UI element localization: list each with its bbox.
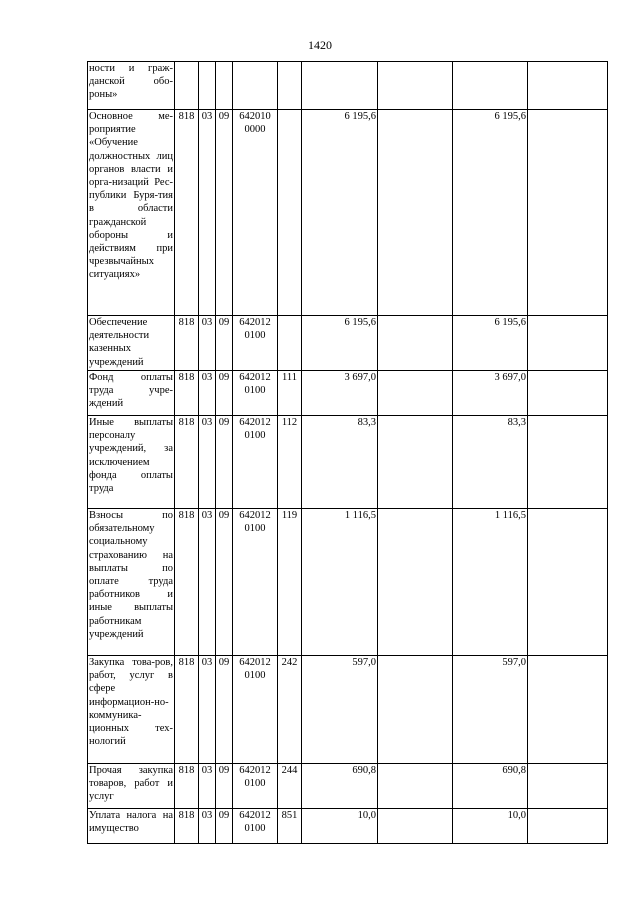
- row-gr-text: 818: [178, 510, 195, 521]
- row-sum1-cell: [302, 416, 378, 509]
- row-vr-cell: [278, 62, 302, 110]
- row-sum1-text: 3 697,0: [344, 372, 376, 383]
- row-col10-cell: [528, 509, 608, 656]
- row-vr-cell: [278, 110, 302, 316]
- row-vr-text: 851: [281, 810, 298, 821]
- row-csr-text: 642012 0100: [239, 417, 271, 442]
- row-sum2-cell: [453, 62, 528, 110]
- row-pr-cell: [216, 110, 233, 316]
- row-rz-cell: [199, 371, 216, 416]
- row-gr-text: 818: [178, 372, 195, 383]
- row-pr-cell: [216, 62, 233, 110]
- row-csr-text: 642012 0100: [239, 765, 271, 790]
- row-csr-cell: [233, 316, 278, 371]
- row-sum1-cell: [302, 809, 378, 844]
- row-rz-cell: [199, 62, 216, 110]
- row-name-text: Уплата налога на имущество: [89, 810, 173, 835]
- row-col10-cell: [528, 316, 608, 371]
- row-vr-cell: [278, 371, 302, 416]
- row-sum1-text: 690,8: [352, 765, 376, 776]
- row-vr-text: 119: [281, 510, 298, 521]
- row-name-text: Обеспечение деятельности казенных учреждений: [89, 317, 150, 368]
- row-pr-cell: [216, 316, 233, 371]
- row-pr-cell: [216, 656, 233, 764]
- row-vr-text: 244: [281, 765, 298, 776]
- row-col10-cell: [528, 764, 608, 809]
- row-csr-text: 642012 0100: [239, 510, 271, 535]
- row-col10-cell: [528, 62, 608, 110]
- row-gr-text: 818: [178, 810, 195, 821]
- row-col8-cell: [378, 110, 453, 316]
- row-sum2-cell: [453, 371, 528, 416]
- row-csr-text: 642012 0100: [239, 657, 271, 682]
- row-rz-text: 03: [201, 657, 213, 668]
- row-gr-cell: [175, 110, 199, 316]
- row-sum2-cell: [453, 316, 528, 371]
- row-name-cell: [88, 509, 175, 656]
- row-sum2-cell: [453, 509, 528, 656]
- row-vr-text: 112: [281, 417, 298, 428]
- row-sum2-text: 6 195,6: [494, 111, 526, 122]
- row-name-cell: [88, 656, 175, 764]
- row-rz-cell: [199, 316, 216, 371]
- row-name-text: Прочая закупка товаров, работ и услуг: [89, 765, 173, 803]
- row-sum1-cell: [302, 371, 378, 416]
- row-csr-cell: [233, 509, 278, 656]
- row-rz-cell: [199, 809, 216, 844]
- row-csr-cell: [233, 764, 278, 809]
- row-rz-text: 03: [201, 765, 213, 776]
- row-name-text: Иные выплаты персоналу учреждений, за исключением фонда оплаты труда: [89, 417, 173, 495]
- row-sum2-cell: [453, 656, 528, 764]
- row-vr-cell: [278, 809, 302, 844]
- row-col10-cell: [528, 371, 608, 416]
- row-vr-cell: [278, 316, 302, 371]
- row-vr-text: 242: [281, 657, 298, 668]
- row-gr-cell: [175, 416, 199, 509]
- row-name-cell: [88, 371, 175, 416]
- row-csr-text: 642012 0100: [239, 317, 271, 342]
- row-name-cell: [88, 764, 175, 809]
- row-sum1-text: 6 195,6: [344, 111, 376, 122]
- row-pr-text: 09: [218, 111, 230, 122]
- row-name-cell: [88, 416, 175, 509]
- row-name-cell: [88, 809, 175, 844]
- row-sum1-cell: [302, 110, 378, 316]
- table-row: [88, 416, 608, 509]
- page-number: 1420: [308, 38, 332, 52]
- row-vr-cell: [278, 416, 302, 509]
- table-row: [88, 316, 608, 371]
- row-sum2-text: 83,3: [507, 417, 526, 428]
- row-sum1-text: 1 116,5: [344, 510, 376, 521]
- row-gr-cell: [175, 316, 199, 371]
- row-gr-cell: [175, 62, 199, 110]
- row-rz-cell: [199, 656, 216, 764]
- row-col8-cell: [378, 764, 453, 809]
- row-col8-cell: [378, 62, 453, 110]
- row-gr-cell: [175, 656, 199, 764]
- row-sum1-cell: [302, 509, 378, 656]
- row-csr-cell: [233, 809, 278, 844]
- row-pr-cell: [216, 509, 233, 656]
- row-rz-text: 03: [201, 510, 213, 521]
- row-pr-text: 09: [218, 417, 230, 428]
- row-csr-cell: [233, 656, 278, 764]
- row-sum2-cell: [453, 764, 528, 809]
- row-sum2-text: 597,0: [502, 657, 526, 668]
- row-pr-text: 09: [218, 810, 230, 821]
- row-col10-cell: [528, 416, 608, 509]
- row-rz-text: 03: [201, 111, 213, 122]
- row-csr-cell: [233, 371, 278, 416]
- row-name-cell: [88, 62, 175, 110]
- table-row: [88, 764, 608, 809]
- table-row: [88, 509, 608, 656]
- row-sum1-cell: [302, 62, 378, 110]
- row-pr-text: 09: [218, 510, 230, 521]
- row-sum1-cell: [302, 656, 378, 764]
- table-row: [88, 656, 608, 764]
- row-name-text: Закупка това-ров, работ, услуг в сфере информацион-но-коммуника-ционных тех-нологий: [89, 657, 173, 748]
- row-pr-text: 09: [218, 765, 230, 776]
- row-col8-cell: [378, 371, 453, 416]
- row-rz-cell: [199, 110, 216, 316]
- table-row: [88, 809, 608, 844]
- row-sum1-cell: [302, 764, 378, 809]
- row-rz-cell: [199, 509, 216, 656]
- row-col8-cell: [378, 416, 453, 509]
- row-sum2-text: 3 697,0: [494, 372, 526, 383]
- row-csr-cell: [233, 62, 278, 110]
- row-csr-text: 642010 0000: [239, 111, 271, 136]
- row-sum2-cell: [453, 416, 528, 509]
- row-rz-text: 03: [201, 317, 213, 328]
- row-gr-cell: [175, 509, 199, 656]
- row-sum1-text: 6 195,6: [344, 317, 376, 328]
- row-col8-cell: [378, 316, 453, 371]
- budget-table: [87, 61, 608, 844]
- budget-table-body: [88, 62, 608, 844]
- row-pr-cell: [216, 764, 233, 809]
- row-pr-cell: [216, 416, 233, 509]
- row-vr-cell: [278, 656, 302, 764]
- row-rz-cell: [199, 764, 216, 809]
- row-col10-cell: [528, 656, 608, 764]
- row-vr-cell: [278, 764, 302, 809]
- row-col8-cell: [378, 509, 453, 656]
- row-csr-cell: [233, 110, 278, 316]
- row-rz-cell: [199, 416, 216, 509]
- row-gr-text: 818: [178, 317, 195, 328]
- row-gr-cell: [175, 764, 199, 809]
- row-name-text: Основное ме-роприятие «Обучение должностных лиц органов власти и орга-низаций Рес-публики Буря-тия в области гражданской обороны и действиям при чрезвычайных ситуациях»: [89, 111, 173, 281]
- row-pr-text: 09: [218, 372, 230, 383]
- row-rz-text: 03: [201, 810, 213, 821]
- row-sum2-text: 690,8: [502, 765, 526, 776]
- row-gr-text: 818: [178, 111, 195, 122]
- row-pr-cell: [216, 809, 233, 844]
- row-sum1-text: 10,0: [357, 810, 376, 821]
- row-sum2-text: 10,0: [507, 810, 526, 821]
- row-name-cell: [88, 316, 175, 371]
- row-sum2-cell: [453, 809, 528, 844]
- row-sum2-text: 1 116,5: [494, 510, 526, 521]
- row-sum1-text: 597,0: [352, 657, 376, 668]
- row-sum1-cell: [302, 316, 378, 371]
- row-gr-text: 818: [178, 657, 195, 668]
- row-gr-text: 818: [178, 417, 195, 428]
- row-name-cell: [88, 110, 175, 316]
- table-row: [88, 110, 608, 316]
- row-gr-cell: [175, 371, 199, 416]
- row-sum2-cell: [453, 110, 528, 316]
- row-rz-text: 03: [201, 372, 213, 383]
- row-gr-text: 818: [178, 765, 195, 776]
- row-csr-cell: [233, 416, 278, 509]
- row-csr-text: 642012 0100: [239, 372, 271, 397]
- row-col10-cell: [528, 809, 608, 844]
- row-col10-cell: [528, 110, 608, 316]
- row-pr-text: 09: [218, 317, 230, 328]
- row-name-text: Взносы по обязательному социальному страхованию на выплаты по оплате труда работников и иные выплаты работникам учреждений: [89, 510, 173, 640]
- row-pr-cell: [216, 371, 233, 416]
- row-csr-text: 642012 0100: [239, 810, 271, 835]
- table-row: [88, 371, 608, 416]
- row-col8-cell: [378, 809, 453, 844]
- row-name-text: ности и граж-данской обо-роны»: [89, 63, 173, 101]
- row-sum2-text: 6 195,6: [494, 317, 526, 328]
- row-col8-cell: [378, 656, 453, 764]
- row-gr-cell: [175, 809, 199, 844]
- row-vr-cell: [278, 509, 302, 656]
- row-pr-text: 09: [218, 657, 230, 668]
- row-vr-text: 111: [282, 372, 297, 383]
- table-row: [88, 62, 608, 110]
- row-rz-text: 03: [201, 417, 213, 428]
- row-name-text: Фонд оплаты труда учре-ждений: [89, 372, 173, 410]
- row-sum1-text: 83,3: [357, 417, 376, 428]
